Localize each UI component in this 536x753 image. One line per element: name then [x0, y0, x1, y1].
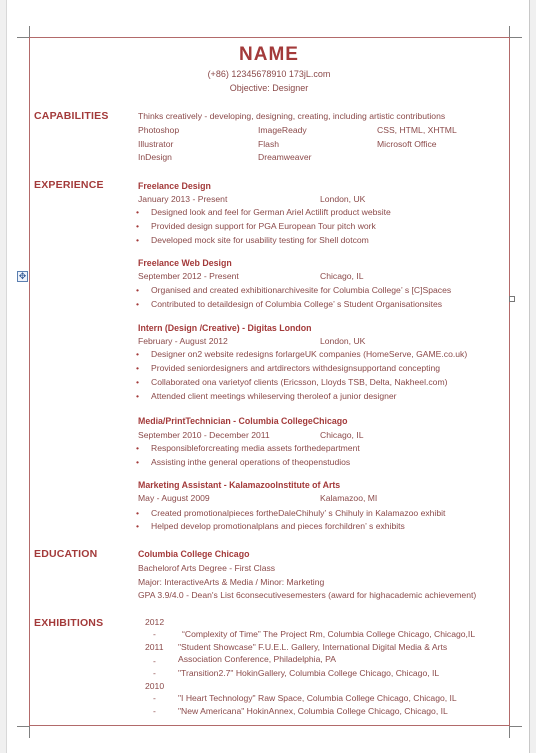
skill: Flash [258, 139, 280, 149]
job-bullet: • Collaborated ona varietyof clients (Ericsson, Lloyds TSB, Delta, Nakheel.com) [136, 377, 448, 387]
exhibition-dash: - [153, 629, 156, 639]
job-dates: January 2013 - Present [138, 194, 228, 204]
exhibition-entry: "Student Showcase" F.U.E.L. Gallery, International Digital Media & Arts [178, 642, 448, 652]
exhibition-dash: - [153, 656, 156, 666]
objective-line: Objective: Designer [229, 83, 309, 93]
job-bullet: • Designer on2 website redesigns forlargeUK companies (HomeServe, GAME.co.uk) [136, 349, 468, 359]
job-bullet: • Provided design support for PGA European Tour pitch work [136, 221, 376, 231]
contact-line: (+86) 12345678910 173jL.com [207, 69, 331, 79]
crop-mark [17, 37, 29, 38]
job-title: Media/PrintTechnician - Columbia CollegeChicago [138, 416, 348, 426]
job-dates: May - August 2009 [138, 493, 210, 503]
document-page [6, 0, 530, 753]
crop-mark [509, 726, 510, 738]
skill: ImageReady [258, 125, 307, 135]
job-dates: February - August 2012 [138, 336, 228, 346]
exhibition-dash: - [153, 668, 156, 678]
crop-mark [17, 726, 29, 727]
job-bullet: • Attended client meetings whileserving theroleof a junior designer [136, 391, 397, 401]
education-line: Bachelorof Arts Degree - First Class [138, 563, 276, 573]
exhibition-entry: "New Americana" HokinAnnex, Columbia College Chicago, Chicago, IL [178, 706, 448, 716]
skill: Illustrator [138, 139, 174, 149]
education-line: Major: InteractiveArts & Media / Minor: Marketing [138, 577, 325, 587]
job-bullet: • Provided seniordesigners and artdirectors withdesignsupportand concepting [136, 363, 441, 373]
crop-mark [510, 37, 522, 38]
exhibition-year: 2011 [145, 642, 164, 652]
job-title: Freelance Web Design [138, 258, 232, 268]
exhibition-year: 2012 [145, 617, 165, 627]
exhibition-entry: "Transition2.7" HokinGallery, Columbia College Chicago, Chicago, IL [178, 668, 440, 678]
education-line: GPA 3.9/4.0 - Dean's List 6consecutivesemesters (award for highacademic achievement) [138, 590, 477, 600]
exhibition-entry: "I Heart Technology" Raw Space, Columbia College Chicago, Chicago, IL [178, 693, 457, 703]
skill: Dreamweaver [258, 152, 312, 162]
job-bullet: • Developed mock site for usability testing for Shell dotcom [136, 235, 369, 245]
job-dates: September 2012 - Present [138, 271, 239, 281]
section-title-capabilities: CAPABILITIES [34, 110, 109, 122]
job-location: Chicago, IL [320, 430, 364, 440]
job-bullet: • Organised and created exhibitionarchivesite for Columbia College’ s [C]Spaces [136, 285, 452, 295]
move-handle-icon[interactable]: ✥ [18, 271, 27, 281]
exhibition-entry: “Complexity of Time” The Project Rm, Columbia College Chicago, Chicago,IL [182, 629, 476, 639]
job-bullet: • Assisting inthe general operations of theopenstudios [136, 457, 351, 467]
exhibition-dash: - [153, 706, 156, 716]
exhibition-dash: - [153, 693, 156, 703]
section-title-experience: EXPERIENCE [34, 179, 104, 191]
section-title-exhibitions: EXHIBITIONS [34, 617, 104, 629]
job-location: Kalamazoo, MI [320, 493, 378, 503]
skill: InDesign [138, 152, 172, 162]
skill: Photoshop [138, 125, 180, 135]
job-bullet: • Contributed to detaildesign of Columbia College’ s Student Organisationsites [136, 299, 443, 309]
job-location: London, UK [320, 194, 366, 204]
skill: CSS, HTML, XHTML [377, 125, 457, 135]
job-title: Freelance Design [138, 181, 211, 191]
exhibition-entry-continued: Association Conference, Philadelphia, PA [178, 654, 336, 664]
job-bullet: • Designed look and feel for German Ariel Actilift product website [136, 207, 391, 217]
job-bullet: • Created promotionalpieces fortheDaleChihuly’ s Chihuly in Kalamazoo exhibit [136, 508, 446, 518]
job-bullet: • Responsibleforcreating media assets forthedepartment [136, 443, 360, 453]
crop-mark [510, 726, 522, 727]
job-dates: September 2010 - December 2011 [138, 430, 270, 440]
section-title-education: EDUCATION [34, 548, 98, 560]
school-name: Columbia College Chicago [138, 549, 250, 559]
job-title: Marketing Assistant - KalamazooInstitute of Arts [138, 480, 341, 490]
resize-handle-icon[interactable] [509, 296, 515, 302]
resume-name: NAME [239, 44, 299, 65]
job-location: Chicago, IL [320, 271, 364, 281]
job-location: London, UK [320, 336, 366, 346]
skill: Microsoft Office [377, 139, 437, 149]
job-title: Intern (Design /Creative) - Digitas London [138, 323, 312, 333]
job-bullet: • Helped develop promotionalplans and pieces forchildren’ s exhibits [136, 521, 405, 531]
capabilities-summary: Thinks creatively - developing, designing, creating, including artistic contributions [138, 111, 446, 121]
crop-mark [29, 726, 30, 738]
exhibition-year: 2010 [145, 681, 165, 691]
